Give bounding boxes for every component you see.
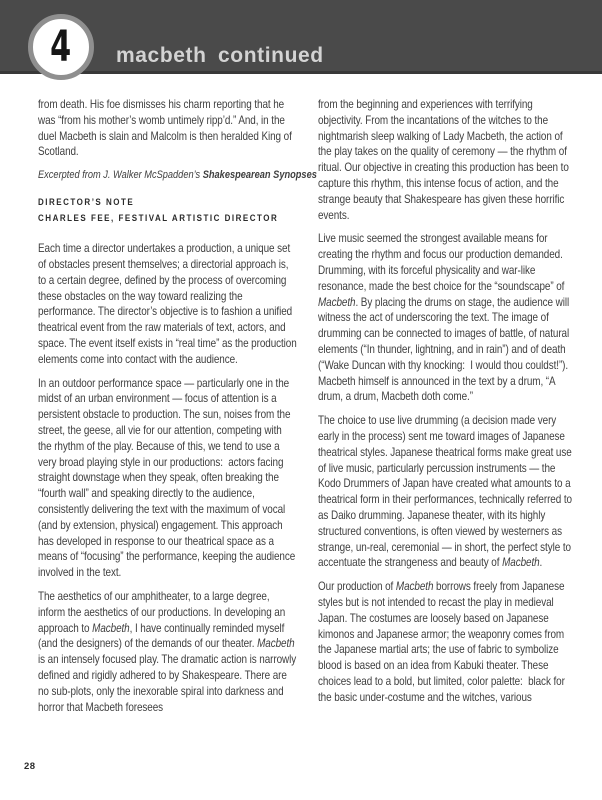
text-run: borrows freely from Japanese styles but is not intended to recast the play in medieval Japan. The costumes are loosely based on Japanese kimonos and Japanese armor; the weaponry comes from the Japanese martial arts; the use of fabric to symbolize blood is based on an idea from Kabuki theater. These choices lead to a bold, but limited, color palette: black for the basic under-costume and the witches, various bbox=[318, 579, 568, 704]
text-run: is an intensely focused play. The dramatic action is narrowly defined and rigidly adhered to by Shakespeare. There are no sub-plots, only the inexorable spiral into darkness and horror that Macbeth foresees bbox=[38, 636, 299, 714]
directors-note-paragraph bbox=[318, 579, 577, 705]
page-number: 28 bbox=[24, 761, 36, 772]
directors-note-paragraph bbox=[38, 241, 300, 367]
chapter-badge bbox=[28, 14, 94, 80]
text-run: . bbox=[539, 555, 543, 570]
text-run: The aesthetics of our amphitheater, to a large degree, inform the aesthetics of our productions. In developing an approach to bbox=[38, 588, 288, 635]
text-run: from death. His foe dismisses his charm reporting that he was “from his mother’s womb untimely ripp’d.” And, in the duel Macbeth is slain and Malcolm is then heralded King of Scotland. bbox=[38, 97, 295, 159]
left-column bbox=[38, 97, 317, 723]
directors-note-paragraph bbox=[318, 97, 577, 223]
section-heading bbox=[38, 195, 297, 227]
text-run: Macbeth bbox=[395, 579, 434, 594]
text-run: Each time a director undertakes a production, a unique set of obstacles present themselves; a directorial approach is, to a certain degree, defined by the process of overcoming these obstacles on the way toward realizing the performance. The director’s objective is to fashion a unified theatrical event from the raw materials of text, actors, and space. The event itself exists in “real time” as the production elements come into contact with the audience. bbox=[38, 241, 300, 366]
directors-note-paragraph bbox=[318, 231, 577, 405]
text-run: Macbeth bbox=[318, 294, 356, 309]
directors-note-paragraph bbox=[318, 413, 577, 571]
text-run: from the beginning and experiences with terrifying objectivity. From the incantations of the witches to the nightmarish sleep walking of Lady Macbeth, the action of the play takes on the quality of ceremony — the rhythm of ritual. Our objective in creating this production has been to capture this rhythm, this intense focus of action, and the strange beauty that Shakespeare has given these horrific events. bbox=[318, 97, 572, 222]
section-heading-byline: CHARLES FEE, FESTIVAL ARTISTIC DIRECTOR bbox=[38, 213, 279, 225]
directors-note-paragraph bbox=[38, 589, 297, 715]
page-title: macbeth continued bbox=[116, 44, 324, 67]
right-column bbox=[318, 97, 577, 713]
text-run: Shakespearean Synopses bbox=[202, 169, 317, 182]
text-run: In an outdoor performance space — particularly one in the midst of an urban environment — focus of attention is a persistent obstacle to production. The sun, noises from the street, the geese, all vie for our attention, competing with the rhythm of the play. Because of this, we tend to use a very broad playing style in our productions: actors facing straight downstage when they speak, often breaking the “fourth wall” and speaking directly to the audience, consistently delivering the text with the maximum of vocal (and by extension, physical) engagement. This approach has developed in response to our theatrical space as a means of “focusing” the performance, keeping the audience involved in the text. bbox=[38, 375, 298, 580]
text-run: The choice to use live drumming (a decision made very early in the process) sent me toward images of Japanese theatrical styles. Japanese theatrical forms make great use of live music, particularly percussion instruments — the Kodo Drummers of Japan have created what amounts to a theatrical form in their performances, technically referred to as Daiko drumming. Japanese theater, with its highly structured conventions, is often viewed by westerners as strange, un-real, ceremonial — in short, the perfect style to accentuate the strangeness and beauty of bbox=[318, 413, 575, 570]
excerpt-attribution-line bbox=[38, 168, 317, 183]
text-run: . By placing the drums on stage, the audience will witness the act of underscoring the text. The image of drumming can be connected to images of battle, of natural elements (“In thunder, lightning, and in rain”) and of death (“Wake Duncan with thy knocking: I would thou couldst!”). Macbeth himself is announced in the text by a drum, “A drum, a drum, Macbeth doth come.” bbox=[318, 294, 572, 404]
text-run: Excerpted from J. Walker McSpadden’s bbox=[38, 169, 203, 182]
text-run: Live music seemed the strongest available means for creating the rhythm and focus our production demanded. Drumming, with its forceful physicality and war-like resonance, made the best choice for the “soundscape” of bbox=[318, 231, 567, 293]
synopsis-paragraph bbox=[38, 97, 297, 160]
section-heading-title: DIRECTOR’S NOTE bbox=[38, 197, 135, 209]
text-run: , I have continually reminded myself (and the designers) of the demands of our theater. bbox=[38, 620, 287, 651]
text-run: Macbeth bbox=[502, 555, 540, 570]
text-run: Our production of bbox=[318, 579, 396, 594]
text-run: Macbeth bbox=[257, 636, 295, 651]
directors-note-paragraph bbox=[38, 376, 297, 581]
text-run: Macbeth bbox=[92, 620, 130, 635]
chapter-number: 4 bbox=[50, 19, 72, 70]
